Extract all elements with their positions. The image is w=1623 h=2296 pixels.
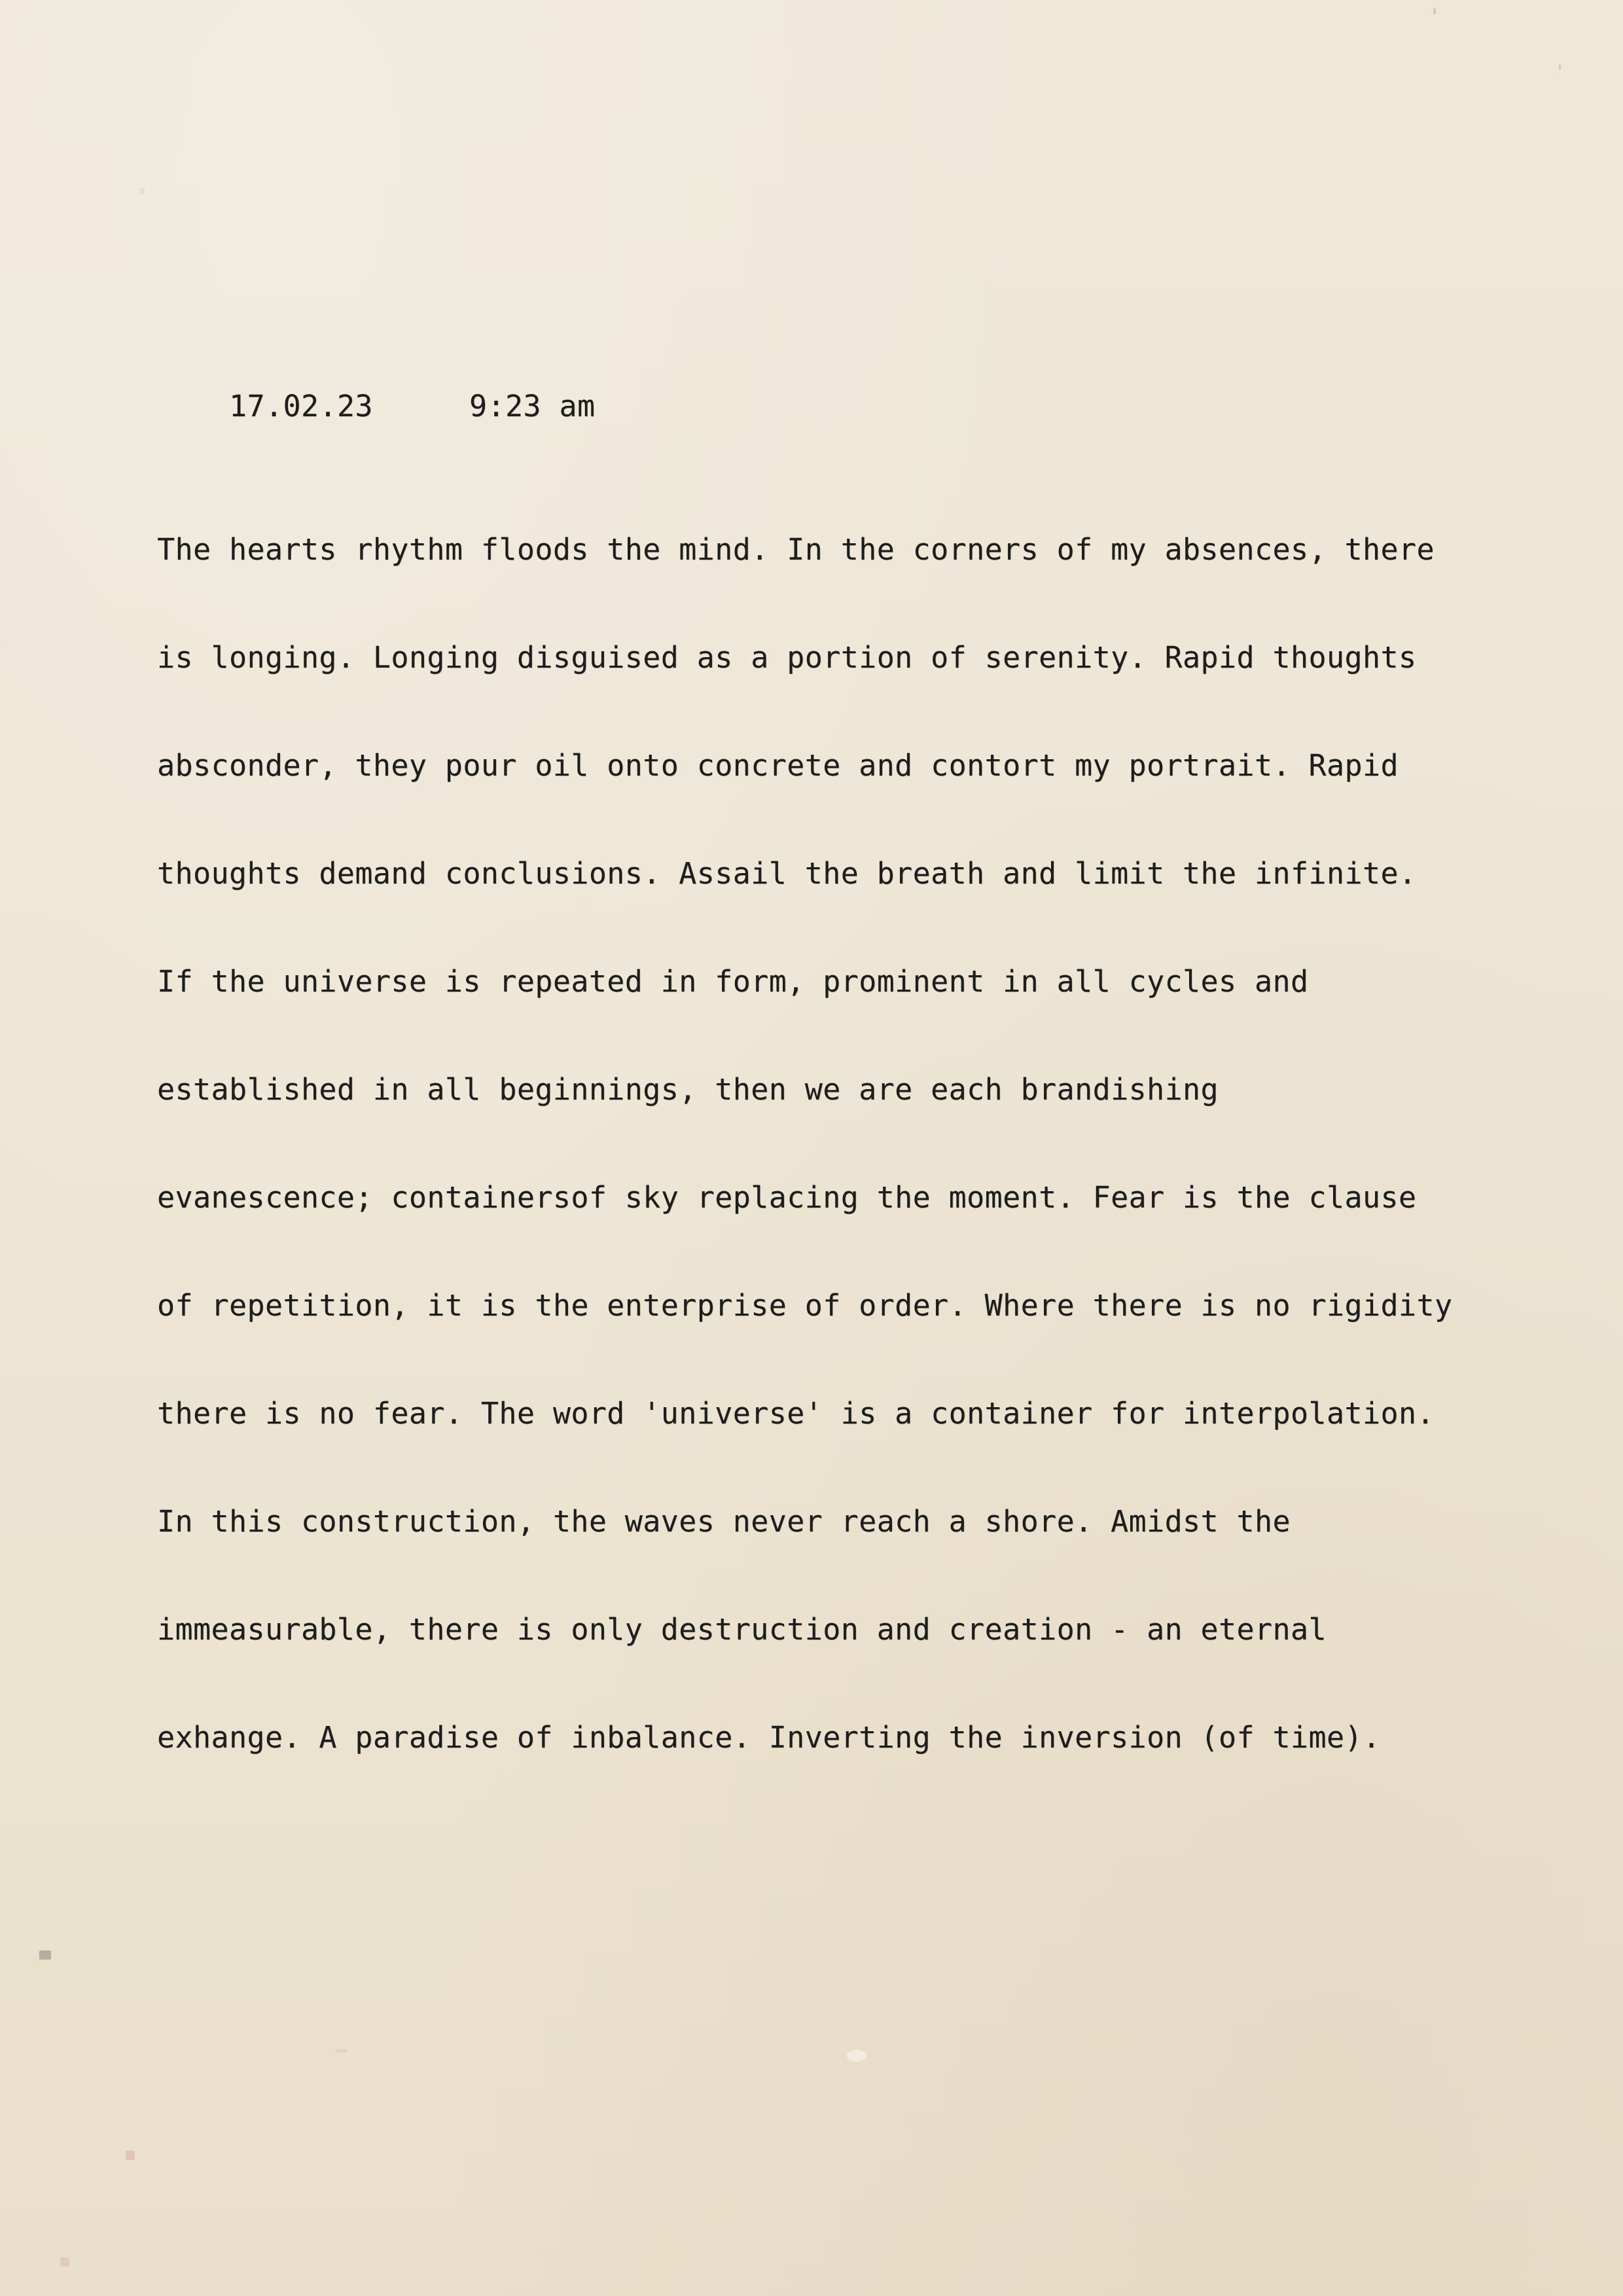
entry-line: thoughts demand conclusions. Assail the breath and limit the infinite. xyxy=(157,856,1417,891)
entry-time: 9:23 am xyxy=(469,389,596,423)
ink-smudge xyxy=(39,1950,51,1960)
entry-line: In this construction, the waves never reach a shore. Amidst the xyxy=(157,1504,1291,1539)
paper-speck xyxy=(60,2257,69,2267)
entry-date: 17.02.23 xyxy=(228,389,373,423)
paper-speck xyxy=(1559,64,1561,70)
paper-blemish xyxy=(847,2050,866,2062)
entry-line: immeasurable, there is only destruction and creation - an eternal xyxy=(157,1612,1327,1647)
paper-speck xyxy=(139,188,145,194)
entry-line: absconder, they pour oil onto concrete and contort my portrait. Rapid xyxy=(157,748,1399,783)
journal-entry xyxy=(157,459,1452,1827)
entry-line: evanescence; containersof sky replacing the moment. Fear is the clause xyxy=(157,1180,1417,1215)
entry-header xyxy=(157,352,595,460)
entry-line: The hearts rhythm floods the mind. In the corners of my absences, there xyxy=(157,532,1435,567)
paper-speck xyxy=(1433,8,1436,14)
entry-line: If the universe is repeated in form, prominent in all cycles and xyxy=(157,964,1309,999)
entry-line: established in all beginnings, then we are each brandishing xyxy=(157,1072,1219,1107)
entry-line: exhange. A paradise of inbalance. Inverting the inversion (of time). xyxy=(157,1720,1381,1755)
entry-line: of repetition, it is the enterprise of order. Where there is no rigidity xyxy=(157,1288,1453,1323)
paper-speck xyxy=(126,2151,135,2160)
entry-line: there is no fear. The word 'universe' is a container for interpolation. xyxy=(157,1396,1435,1431)
entry-line: is longing. Longing disguised as a portion of serenity. Rapid thoughts xyxy=(157,640,1417,675)
paper-speck xyxy=(335,2049,347,2053)
